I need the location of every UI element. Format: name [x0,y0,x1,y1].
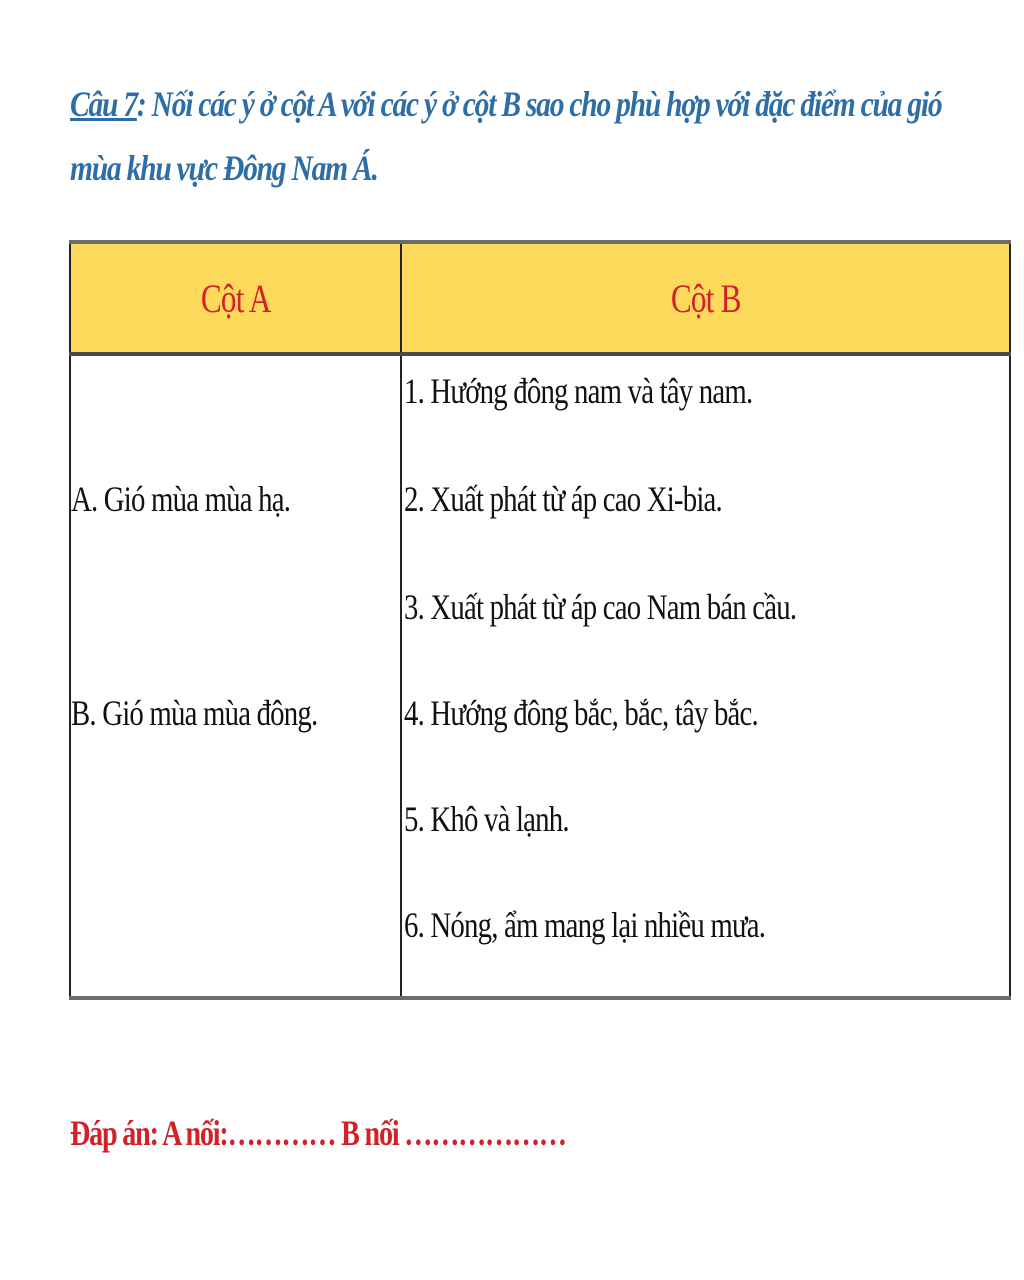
column-b-item: 3. Xuất phát từ áp cao Nam bán cầu. [404,587,797,627]
answer-line: Đáp án: A nối:………… B nối ……………… [70,1113,566,1153]
header-column-b: Cột B [401,242,1010,354]
column-b-item: 4. Hướng đông bắc, bắc, tây bắc. [404,693,758,733]
column-b-item: 2. Xuất phát từ áp cao Xi-bia. [404,479,722,519]
table-body-row [70,354,1010,998]
matching-table [69,240,1011,1000]
table-header-row [70,242,1010,354]
column-b-item: 5. Khô và lạnh. [404,799,569,839]
column-b-item: 1. Hướng đông nam và tây nam. [404,371,753,411]
column-a-item: B. Gió mùa mùa đông. [71,693,318,733]
column-b-cell [401,354,1010,998]
column-b-item: 6. Nóng, ẩm mang lại nhiều mưa. [404,905,766,945]
column-a-item: A. Gió mùa mùa hạ. [71,479,291,519]
column-a-cell [70,354,401,998]
question-body: : Nối các ý ở cột A với các ý ở cột B sao cho phù hợp với đặc điểm của gió mùa khu vực Đông Nam Á. [70,84,942,188]
question-text [70,72,988,200]
header-column-a: Cột A [70,242,401,354]
question-number: Câu 7 [70,84,137,124]
